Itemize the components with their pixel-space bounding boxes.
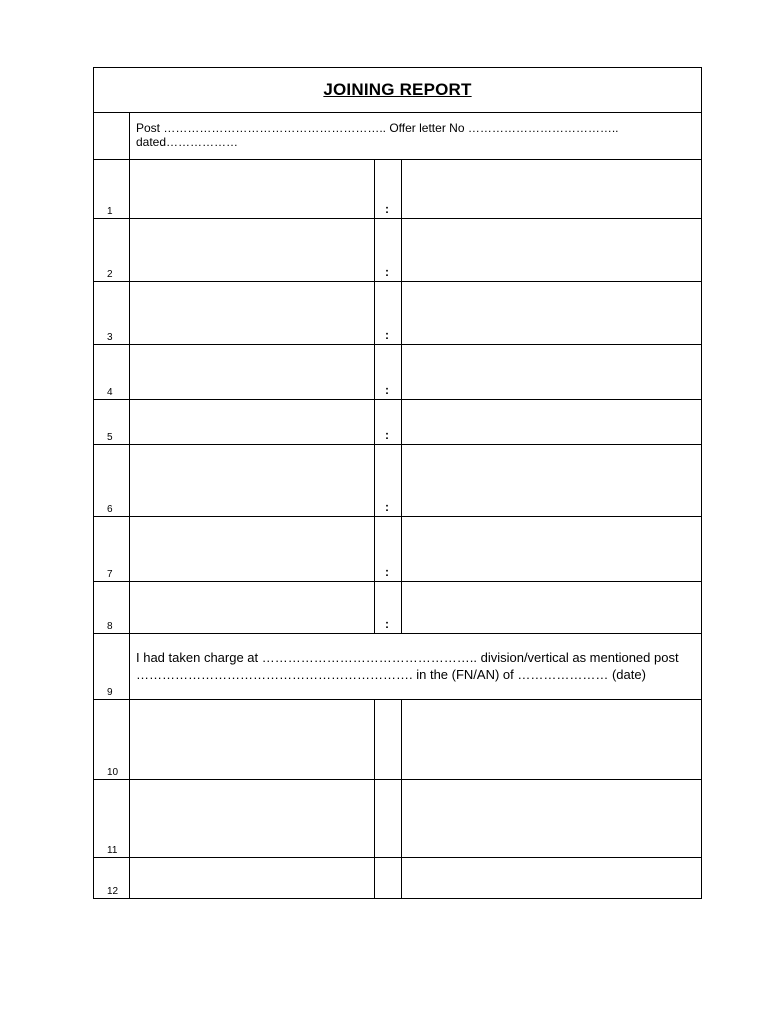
taken-charge-cell[interactable] <box>130 634 701 699</box>
row-number-cell <box>94 858 130 898</box>
row-colon: : <box>385 428 389 442</box>
row-colon-cell <box>375 517 402 581</box>
row-value-cell[interactable] <box>402 517 701 581</box>
row-colon-cell <box>375 160 402 218</box>
row-label-cell[interactable] <box>130 858 375 898</box>
row-colon-cell <box>375 582 402 633</box>
post-details-cell[interactable] <box>130 113 701 159</box>
row-value-cell[interactable] <box>402 858 701 898</box>
row-colon: : <box>385 383 389 397</box>
post-line-2: dated……………… <box>136 135 239 149</box>
row-number-cell <box>94 282 130 344</box>
form-row-3 <box>94 282 701 345</box>
row-label-cell[interactable] <box>130 517 375 581</box>
row-number-cell <box>94 445 130 516</box>
row-colon: : <box>385 328 389 342</box>
row-value-cell[interactable] <box>402 780 701 857</box>
form-title-row <box>94 68 701 113</box>
taken-charge-statement <box>136 649 679 683</box>
row-value-cell[interactable] <box>402 219 701 281</box>
row-value-cell[interactable] <box>402 700 701 779</box>
row-colon-cell <box>375 345 402 399</box>
row-number: 11 <box>107 845 118 856</box>
row-value-cell[interactable] <box>402 345 701 399</box>
row-number-cell <box>94 400 130 444</box>
form-title: JOINING REPORT <box>323 80 472 99</box>
row-colon-cell <box>375 445 402 516</box>
row-label-cell[interactable] <box>130 700 375 779</box>
row-label-cell[interactable] <box>130 282 375 344</box>
row-number: 10 <box>107 767 119 778</box>
row-number-cell <box>94 345 130 399</box>
row-colon-cell <box>375 700 402 779</box>
form-row-2 <box>94 219 701 282</box>
row-colon: : <box>385 565 389 579</box>
taken-charge-line-1: I had taken charge at ………………………………………….. division/vertical as mentioned post <box>136 650 679 665</box>
row-colon-cell <box>375 780 402 857</box>
row-number: 6 <box>107 504 113 515</box>
row-colon: : <box>385 500 389 514</box>
row-number-cell <box>94 160 130 218</box>
form-row-5 <box>94 400 701 445</box>
row-number-cell <box>94 700 130 779</box>
post-details-text <box>136 121 619 149</box>
row-colon-cell <box>375 858 402 898</box>
row-number-cell <box>94 582 130 633</box>
row-label-cell[interactable] <box>130 780 375 857</box>
form-row-9 <box>94 634 701 700</box>
row-number: 8 <box>107 621 113 632</box>
row-number: 12 <box>107 886 119 897</box>
post-row <box>94 113 701 160</box>
form-row-10 <box>94 700 701 780</box>
row-number-cell <box>94 517 130 581</box>
row-number-cell <box>94 634 130 699</box>
row-label-cell[interactable] <box>130 219 375 281</box>
taken-charge-line-2: ………………………………………………………. in the (FN/AN) of ………………… (date) <box>136 667 646 682</box>
row-label-cell[interactable] <box>130 445 375 516</box>
form-row-12 <box>94 858 701 898</box>
post-line-1: Post ……………………………………………….. Offer letter No ……………………………….. <box>136 121 619 135</box>
row-number-cell <box>94 219 130 281</box>
form-row-11 <box>94 780 701 858</box>
row-label-cell[interactable] <box>130 345 375 399</box>
row-colon: : <box>385 202 389 216</box>
row-number: 2 <box>107 269 113 280</box>
row-label-cell[interactable] <box>130 400 375 444</box>
row-number-cell <box>94 780 130 857</box>
row-label-cell[interactable] <box>130 582 375 633</box>
joining-report-form <box>93 67 702 899</box>
row-number: 5 <box>107 432 113 443</box>
post-row-number-cell <box>94 113 130 159</box>
row-value-cell[interactable] <box>402 160 701 218</box>
form-row-4 <box>94 345 701 400</box>
form-row-7 <box>94 517 701 582</box>
row-colon: : <box>385 265 389 279</box>
row-colon-cell <box>375 219 402 281</box>
row-colon: : <box>385 617 389 631</box>
row-value-cell[interactable] <box>402 400 701 444</box>
row-value-cell[interactable] <box>402 282 701 344</box>
row-number: 9 <box>107 687 113 698</box>
row-number: 3 <box>107 332 113 343</box>
row-value-cell[interactable] <box>402 445 701 516</box>
row-value-cell[interactable] <box>402 582 701 633</box>
row-number: 7 <box>107 569 113 580</box>
form-row-6 <box>94 445 701 517</box>
row-label-cell[interactable] <box>130 160 375 218</box>
row-number: 4 <box>107 387 113 398</box>
row-number: 1 <box>107 206 113 217</box>
form-row-8 <box>94 582 701 634</box>
row-colon-cell <box>375 282 402 344</box>
form-row-1 <box>94 160 701 219</box>
row-colon-cell <box>375 400 402 444</box>
